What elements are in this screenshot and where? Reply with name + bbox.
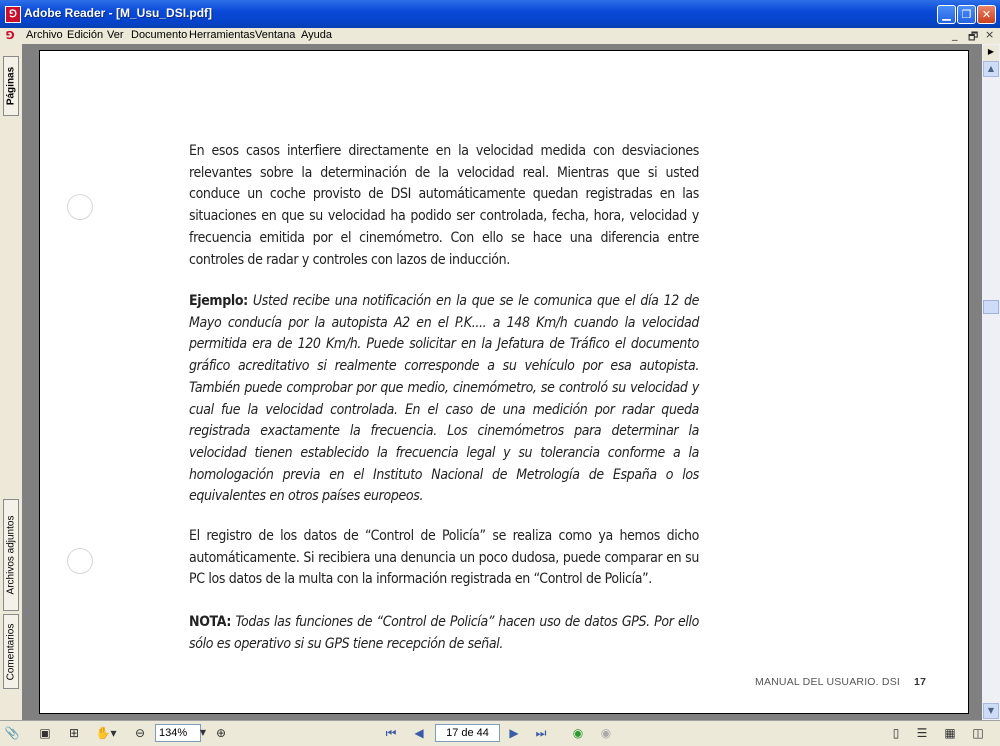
tab-comments[interactable]: Comentarios [3,614,19,689]
doc-restore-icon[interactable]: 🗗 [968,30,979,43]
zoom-out-icon: ⊖ [134,726,146,740]
single-page-view-icon[interactable]: ▣ [39,726,51,740]
adobe-icon: ⅁ [5,6,21,23]
menu-ver[interactable]: Ver [107,29,124,41]
minimize-icon: ▁ [942,8,951,21]
hand-tool-icon: ✋▾ [95,726,117,740]
menu-ayuda[interactable]: Ayuda [301,29,332,41]
back-icon: ◉ [572,726,584,740]
zoom-dropdown-icon[interactable]: ▼ [199,728,207,737]
tab-pages[interactable]: Páginas [3,56,19,116]
forward-button[interactable] [598,725,614,741]
pdf-document-icon: ⅁ [6,29,15,42]
menu-bar [0,28,1000,44]
paragraph-example [189,291,699,508]
punch-hole [67,194,93,220]
next-page-button[interactable] [506,725,522,741]
tab-attachments[interactable]: Archivos adjuntos [3,499,19,611]
note-label: NOTA: [189,614,232,630]
last-page-icon: ⏭ [535,726,547,740]
window-title: Adobe Reader - [M_Usu_DSI.pdf] [24,6,213,20]
paperclip-icon[interactable]: 📎 [4,726,20,740]
note-text: Todas las funciones de “Control de Policía” hacen uso de datos GPS. Por ello sólo es operativo si su GPS tiene recepción de señal. [189,614,699,652]
punch-hole [67,548,93,574]
zoom-field[interactable]: 134% [155,724,201,742]
menu-edicion[interactable]: Edición [67,29,104,41]
menu-documento[interactable]: Documento [131,29,188,41]
page-footer [755,676,926,688]
chevron-down-icon: ▼ [987,706,995,715]
paragraph-note [189,612,699,655]
restore-icon: ❐ [961,8,972,21]
paragraph-3: El registro de los datos de “Control de Policía” se realiza como ya hemos dicho automáticamente. Si recibiera una denuncia un poco dudosa, puede comparar en su PC los datos de la multa con la información registrada en “Control de Policía”. [189,528,699,588]
zoom-out-button[interactable] [132,725,148,741]
close-button[interactable] [977,5,996,24]
menu-herramientas[interactable]: Herramientas [189,29,256,41]
zoom-in-icon: ⊕ [215,726,227,740]
document-area [22,44,982,720]
fit-page-icon[interactable]: ⊞ [68,726,80,740]
scroll-up-button[interactable] [983,61,999,77]
example-label: Ejemplo: [189,293,248,309]
menu-ventana[interactable]: Ventana [255,29,296,41]
panel-arrow-icon[interactable]: ▶ [983,45,999,61]
doc-minimize-icon[interactable]: _ [952,28,958,41]
chevron-up-icon: ▲ [987,64,995,73]
close-icon: ✕ [981,8,992,21]
hand-tool-button[interactable] [93,725,119,741]
example-text: Usted recibe una notificación en la que se le comunica que el día 12 de Mayo conducía por la autopista A2 en el P.K.... a 148 Km/h cuando la velocidad permitida era de 120 Km/h. Puede solicitar en la Jefatura de Tráfico el documento gráfico acreditativo si realmente corresponde a su vehículo por esa autopista. También puede comprobar por que medio, cinemómetro, se controló su velocidad y cual fue la velocidad controlada. En el caso de una medición por radar queda registrada exactamente la frecuencia. Los cinemómetros para determinar la velocidad tienen establecido la frecuencia legal y su tolerancia conforme a la homologación previa en el Instituto Nacional de Metrología de España o los equivalentes en otros países europeos. [189,293,699,505]
prev-page-button[interactable] [411,725,427,741]
first-page-icon: ⏮ [385,726,397,740]
status-bar [0,720,1000,746]
forward-icon: ◉ [600,726,612,740]
next-page-icon: ▶ [509,726,519,740]
doc-close-icon[interactable]: × [985,28,995,41]
pdf-page [39,50,969,714]
zoom-in-button[interactable] [213,725,229,741]
scroll-down-button[interactable] [983,703,999,719]
footer-text: MANUAL DEL USUARIO. DSI [755,676,901,688]
single-page-layout-icon[interactable]: ▯ [892,726,900,740]
scroll-thumb[interactable] [983,300,999,314]
page-number-field[interactable]: 17 de 44 [435,724,500,742]
continuous-facing-layout-icon[interactable]: ◫ [972,726,984,740]
menu-archivo[interactable]: Archivo [26,29,63,41]
first-page-button[interactable] [383,725,399,741]
back-button[interactable] [570,725,586,741]
facing-layout-icon[interactable]: ▦ [944,726,956,740]
title-bar [0,0,1000,28]
restore-button[interactable] [957,5,976,24]
continuous-layout-icon[interactable]: ☰ [916,726,928,740]
footer-page-number: 17 [914,676,927,688]
prev-page-icon: ◀ [414,726,424,740]
navigation-panel [0,44,23,720]
paragraph-1: En esos casos interfiere directamente en la velocidad medida con desviaciones relevantes sobre la determinación de la velocidad real. Mientras que si usted conduce un coche provisto de DSI automáticamente quedan registradas en las situaciones en que su velocidad ha podido ser controlada, fecha, hora, velocidad y frecuencia emitida por el cinemómetro. Con ello se hace una diferencia entre controles de radar y controles con lazos de inducción. [189,143,699,268]
minimize-button[interactable] [937,5,956,24]
vertical-scrollbar[interactable] [982,44,1000,720]
last-page-button[interactable] [533,725,549,741]
